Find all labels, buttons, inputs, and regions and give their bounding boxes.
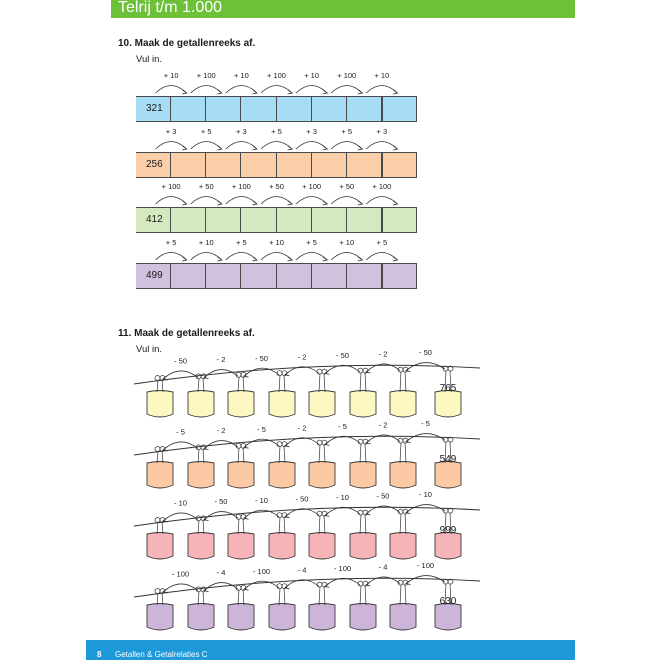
answer-cell[interactable] bbox=[171, 207, 206, 233]
hop-label: - 4 bbox=[216, 568, 226, 578]
answer-cell[interactable] bbox=[206, 152, 241, 178]
hop-label: + 10 bbox=[269, 238, 284, 247]
exercise-11-instruction: Vul in. bbox=[136, 344, 163, 355]
answer-cell[interactable] bbox=[382, 152, 417, 178]
hop-arrow bbox=[366, 238, 397, 261]
garland-row-11-3 bbox=[130, 490, 485, 562]
answer-tag[interactable] bbox=[309, 369, 335, 417]
hop-label: - 10 bbox=[336, 493, 349, 502]
hop-arrow bbox=[325, 422, 360, 445]
hop-arrow bbox=[366, 421, 400, 444]
hop-label: + 100 bbox=[302, 182, 322, 191]
hop-label: - 100 bbox=[252, 566, 271, 576]
clip-icon bbox=[317, 440, 322, 445]
hop-label: - 2 bbox=[378, 349, 388, 359]
rope-line bbox=[134, 365, 480, 384]
hop-arrow bbox=[261, 182, 292, 205]
answer-tag[interactable] bbox=[228, 514, 254, 559]
answer-cell[interactable] bbox=[277, 263, 312, 289]
hop-label: - 5 bbox=[338, 422, 347, 431]
hop-label: - 4 bbox=[378, 562, 388, 572]
answer-cell[interactable] bbox=[277, 207, 312, 233]
hop-arrow bbox=[226, 238, 257, 261]
hop-arrow bbox=[331, 238, 362, 261]
hop-label: + 10 bbox=[163, 71, 179, 80]
hop-label: + 100 bbox=[267, 71, 286, 80]
hop-label: + 10 bbox=[304, 71, 320, 80]
hop-label: - 100 bbox=[416, 561, 435, 571]
hop-label: - 50 bbox=[419, 348, 432, 358]
hop-label: - 4 bbox=[297, 565, 307, 575]
hop-label: + 5 bbox=[165, 238, 177, 247]
hop-label: - 2 bbox=[216, 426, 226, 436]
answer-cell[interactable] bbox=[206, 207, 241, 233]
hop-arrow bbox=[156, 238, 187, 261]
hop-arrow bbox=[325, 564, 360, 587]
answer-cell[interactable] bbox=[171, 96, 206, 122]
hop-label: - 10 bbox=[174, 498, 187, 508]
answer-tag[interactable] bbox=[350, 581, 376, 630]
hop-arrow bbox=[366, 71, 397, 94]
answer-tag[interactable] bbox=[228, 585, 254, 630]
hop-label: + 5 bbox=[341, 127, 353, 136]
answer-tag[interactable] bbox=[269, 442, 295, 488]
garland-graphic bbox=[130, 419, 485, 491]
hop-label: + 3 bbox=[376, 127, 388, 136]
answer-cell[interactable] bbox=[241, 263, 276, 289]
clip-icon bbox=[277, 513, 282, 518]
number-row-10-1 bbox=[136, 96, 417, 122]
hop-arrow bbox=[325, 493, 360, 516]
answer-cell[interactable] bbox=[382, 207, 417, 233]
garland-row-11-2 bbox=[130, 419, 485, 491]
answer-cell[interactable] bbox=[312, 152, 347, 178]
hop-label: - 2 bbox=[216, 355, 226, 365]
hop-arrow bbox=[261, 71, 292, 94]
start-number: 256 bbox=[146, 159, 163, 170]
answer-cell[interactable] bbox=[277, 96, 312, 122]
hop-arrow bbox=[204, 497, 238, 520]
hop-label: + 50 bbox=[339, 182, 355, 191]
hop-arrow bbox=[156, 71, 187, 94]
hop-label: + 5 bbox=[200, 127, 212, 136]
clip-icon bbox=[277, 442, 282, 447]
answer-tag[interactable] bbox=[269, 371, 295, 417]
hop-label: + 100 bbox=[231, 182, 251, 191]
garland-graphic bbox=[130, 490, 485, 562]
hop-arrow bbox=[226, 127, 257, 150]
end-number: 999 bbox=[439, 525, 457, 536]
clip-icon bbox=[155, 447, 160, 452]
clip-icon bbox=[317, 511, 322, 516]
hop-label: + 5 bbox=[236, 238, 247, 247]
answer-cell[interactable] bbox=[171, 152, 206, 178]
hop-label: + 10 bbox=[233, 71, 249, 80]
hop-arrow bbox=[285, 423, 319, 446]
hop-arrow bbox=[226, 182, 257, 205]
number-row-10-2 bbox=[136, 152, 417, 178]
answer-tag[interactable] bbox=[390, 367, 416, 417]
hop-arrow bbox=[406, 419, 445, 442]
answer-tag[interactable] bbox=[309, 511, 335, 559]
hop-label: + 10 bbox=[198, 238, 214, 247]
answer-cell[interactable] bbox=[241, 207, 276, 233]
hop-label: - 5 bbox=[176, 427, 185, 437]
answer-tag[interactable] bbox=[390, 509, 416, 559]
end-number: 549 bbox=[439, 454, 457, 465]
answer-cell[interactable] bbox=[312, 207, 347, 233]
answer-cell[interactable] bbox=[206, 263, 241, 289]
exercise-10-title: 10. Maak de getallenreeks af. bbox=[118, 38, 256, 49]
clip-icon bbox=[155, 589, 160, 594]
hop-arrow bbox=[406, 348, 445, 371]
hop-arrow bbox=[285, 352, 319, 375]
answer-cell[interactable] bbox=[382, 96, 417, 122]
hop-label: - 5 bbox=[257, 424, 266, 434]
hop-label: + 5 bbox=[306, 238, 317, 247]
hop-label: - 5 bbox=[421, 419, 430, 429]
answer-tag[interactable] bbox=[269, 513, 295, 559]
hop-label: - 50 bbox=[174, 356, 187, 366]
garland-row-11-4 bbox=[130, 561, 485, 633]
clip-icon bbox=[155, 376, 160, 381]
page-title: Telrij t/m 1.000 bbox=[118, 0, 223, 16]
hop-arrow bbox=[244, 496, 279, 519]
answer-cell[interactable] bbox=[277, 152, 312, 178]
hop-label: + 10 bbox=[339, 238, 355, 247]
hop-arrow bbox=[204, 568, 238, 591]
hop-label: + 100 bbox=[372, 182, 392, 191]
hop-arrow bbox=[244, 354, 279, 377]
ops-row-10-3 bbox=[136, 183, 417, 205]
hop-label: - 100 bbox=[333, 564, 352, 573]
start-number: 499 bbox=[146, 270, 163, 281]
answer-cell[interactable] bbox=[347, 152, 382, 178]
answer-cell[interactable] bbox=[206, 96, 241, 122]
answer-tag[interactable] bbox=[309, 440, 335, 488]
hop-arrow bbox=[296, 182, 327, 205]
answer-cell[interactable] bbox=[241, 96, 276, 122]
answer-tag[interactable] bbox=[188, 445, 214, 488]
hop-label: + 50 bbox=[198, 182, 214, 191]
answer-cell[interactable] bbox=[347, 96, 382, 122]
hop-label: - 2 bbox=[297, 352, 307, 362]
answer-tag[interactable] bbox=[228, 443, 254, 488]
answer-cell[interactable] bbox=[312, 263, 347, 289]
hop-label: - 10 bbox=[255, 495, 268, 505]
hop-arrow bbox=[296, 127, 327, 150]
clip-icon bbox=[277, 584, 282, 589]
hop-arrow bbox=[156, 182, 187, 205]
hop-arrow bbox=[366, 182, 397, 205]
hop-label: + 5 bbox=[376, 238, 388, 247]
answer-cell[interactable] bbox=[171, 263, 206, 289]
hop-arrow bbox=[261, 238, 292, 261]
hop-arrow bbox=[204, 426, 238, 449]
answer-tag[interactable] bbox=[269, 584, 295, 630]
answer-tag[interactable] bbox=[390, 438, 416, 488]
exercise-10-instruction: Vul in. bbox=[136, 54, 163, 65]
hop-arrow bbox=[325, 351, 360, 374]
end-number: 630 bbox=[439, 596, 457, 607]
clip-icon bbox=[155, 518, 160, 523]
hop-arrow bbox=[366, 127, 397, 150]
hop-arrow bbox=[261, 127, 292, 150]
ops-row-10-4 bbox=[136, 239, 417, 261]
hop-arrow bbox=[296, 238, 327, 261]
footer-text: Getallen & Getalrelaties C bbox=[115, 650, 208, 659]
hop-arrow bbox=[226, 71, 257, 94]
hop-label: - 100 bbox=[171, 569, 190, 579]
answer-cell[interactable] bbox=[347, 263, 382, 289]
end-number: 765 bbox=[439, 383, 457, 394]
hop-label: + 100 bbox=[196, 71, 216, 80]
garland-graphic bbox=[130, 561, 485, 633]
clip-icon bbox=[277, 371, 282, 376]
hop-arrow bbox=[204, 355, 238, 378]
number-row-10-3 bbox=[136, 207, 417, 233]
hop-arrow bbox=[406, 561, 445, 584]
start-number: 412 bbox=[146, 214, 163, 225]
hop-arrow bbox=[191, 182, 222, 205]
hop-label: - 50 bbox=[214, 497, 228, 507]
hop-arrow bbox=[156, 127, 187, 150]
answer-tag[interactable] bbox=[188, 587, 214, 630]
hop-label: - 2 bbox=[378, 420, 388, 430]
hop-arrow bbox=[244, 567, 279, 590]
hop-arrow bbox=[285, 494, 319, 517]
answer-tag[interactable] bbox=[350, 510, 376, 559]
hop-label: + 3 bbox=[165, 127, 177, 136]
hop-label: + 5 bbox=[271, 127, 282, 136]
hop-arrow bbox=[331, 127, 362, 150]
hop-arrow bbox=[366, 492, 400, 515]
hop-arrow bbox=[296, 71, 327, 94]
ops-row-10-1 bbox=[136, 72, 417, 94]
hop-arrow bbox=[285, 565, 319, 588]
hop-arrow bbox=[191, 238, 222, 261]
hop-label: - 50 bbox=[295, 494, 309, 504]
answer-tag[interactable] bbox=[309, 582, 335, 630]
exercise-11-title: 11. Maak de getallenreeks af. bbox=[118, 328, 255, 339]
clip-icon bbox=[317, 369, 322, 374]
rope-line bbox=[134, 578, 480, 597]
hop-arrow bbox=[331, 182, 362, 205]
hop-arrow bbox=[331, 71, 362, 94]
hop-label: + 3 bbox=[236, 127, 247, 136]
hop-label: - 50 bbox=[255, 353, 268, 363]
answer-cell[interactable] bbox=[347, 207, 382, 233]
hop-arrow bbox=[366, 563, 400, 586]
hop-label: + 100 bbox=[161, 182, 181, 191]
hop-label: - 10 bbox=[419, 490, 432, 500]
hop-arrow bbox=[366, 350, 400, 373]
answer-cell[interactable] bbox=[382, 263, 417, 289]
answer-cell[interactable] bbox=[312, 96, 347, 122]
hop-label: + 100 bbox=[337, 71, 357, 80]
answer-tag[interactable] bbox=[228, 372, 254, 417]
answer-tag[interactable] bbox=[188, 516, 214, 559]
rope-line bbox=[134, 436, 480, 455]
number-row-10-4 bbox=[136, 263, 417, 289]
hop-label: + 10 bbox=[374, 71, 390, 80]
answer-tag[interactable] bbox=[350, 439, 376, 488]
hop-arrow bbox=[191, 127, 222, 150]
clip-icon bbox=[317, 582, 322, 587]
answer-cell[interactable] bbox=[241, 152, 276, 178]
hop-label: - 50 bbox=[376, 491, 390, 501]
hop-arrow bbox=[191, 71, 222, 94]
answer-tag[interactable] bbox=[390, 580, 416, 630]
hop-arrow bbox=[406, 490, 445, 513]
answer-tag[interactable] bbox=[350, 368, 376, 417]
ops-row-10-2 bbox=[136, 128, 417, 150]
page-number: 8 bbox=[97, 650, 102, 659]
hop-label: - 2 bbox=[297, 423, 307, 433]
hop-label: + 3 bbox=[306, 127, 317, 136]
hop-label: + 50 bbox=[269, 182, 284, 191]
rope-line bbox=[134, 507, 480, 526]
hop-arrow bbox=[244, 425, 279, 448]
hop-label: - 50 bbox=[336, 351, 349, 360]
start-number: 321 bbox=[146, 103, 163, 114]
answer-tag[interactable] bbox=[188, 374, 214, 417]
